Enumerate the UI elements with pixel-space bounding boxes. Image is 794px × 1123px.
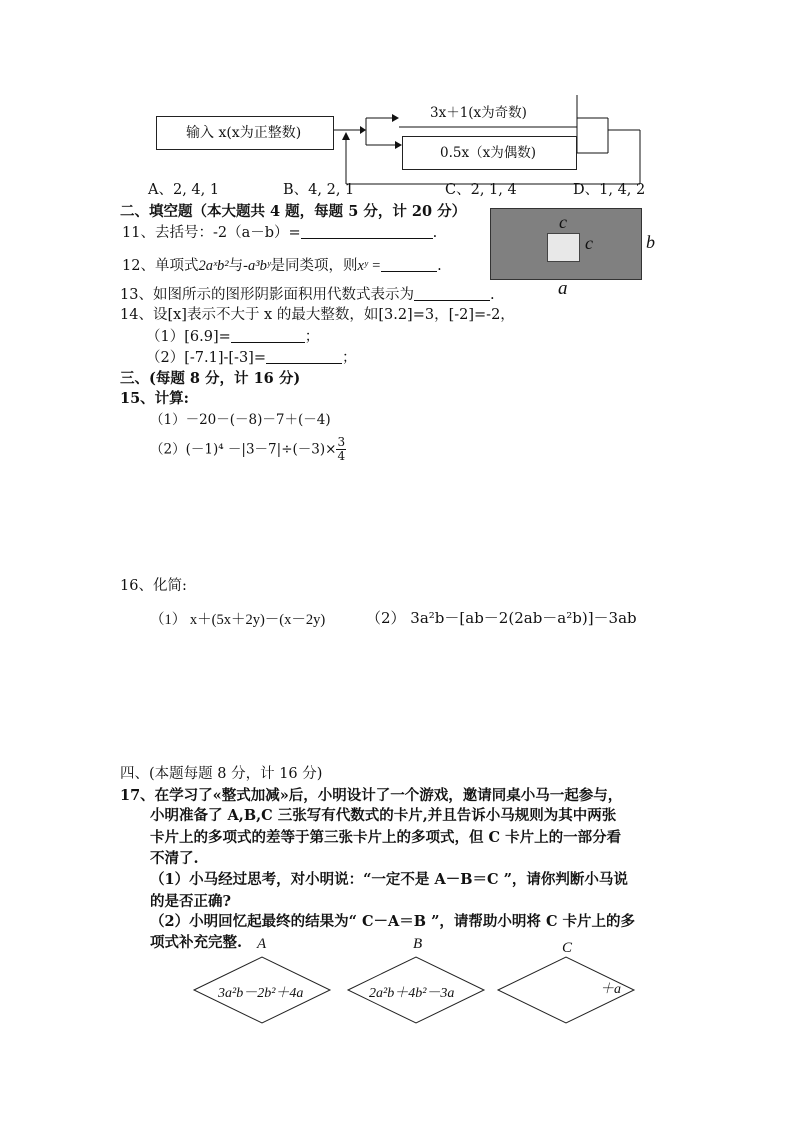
card-a-expr: 3a²b－2b²＋4a bbox=[218, 986, 304, 1001]
q17-2-line1: （2）小明回忆起最终的结果为“ C－A＝B ”，请帮助小明将 C 卡片上的多 bbox=[150, 913, 636, 930]
section4-heading: 四、(本题每题 8 分，计 16 分) bbox=[120, 766, 323, 782]
q12-term1: 2aˣb² bbox=[198, 258, 229, 274]
fraction-numerator: 3 bbox=[337, 435, 346, 449]
q11: 11、去括号：-2（a－b）= . bbox=[122, 225, 438, 241]
option-c: C、2, 1, 4 bbox=[445, 182, 517, 198]
input-label: 输入 x(x为正整数) bbox=[186, 125, 302, 141]
q12-expr: xʸ = bbox=[357, 258, 382, 274]
section2-heading: 二、填空题（本大题共 4 题，每题 5 分，计 20 分） bbox=[120, 203, 467, 220]
section3-heading: 三、(每题 8 分，计 16 分) bbox=[120, 370, 301, 387]
even-branch-label: 0.5x（x为偶数) bbox=[440, 145, 536, 161]
card-c-label: C bbox=[562, 940, 573, 956]
q15-1: （1）－20－(－8)－7＋(－4) bbox=[150, 412, 331, 428]
odd-branch-label: 3x＋1(x为奇数) bbox=[430, 105, 527, 121]
q17-line2: 小明准备了 A,B,C 三张写有代数式的卡片,并且告诉小马规则为其中两张 bbox=[150, 807, 617, 824]
q16-2: （2） 3a²b－[ab－2(2ab－a²b)]－3ab bbox=[366, 609, 637, 627]
figure-label-b: b bbox=[646, 232, 655, 252]
figure-label-c-top: c bbox=[559, 212, 567, 232]
q17-line1: 17、在学习了«整式加减»后，小明设计了一个游戏，邀请同桌小马一起参与， bbox=[120, 787, 623, 804]
option-a: A、2, 4, 1 bbox=[148, 182, 220, 198]
q14-2-text: （2）[-7.1]-[-3]= bbox=[146, 350, 266, 366]
q15-2-expr: （2）(－1)⁴ －|3－7|÷(－3)× bbox=[150, 441, 337, 458]
card-a-label: A bbox=[257, 936, 267, 952]
fraction-denominator: 4 bbox=[337, 449, 346, 463]
q12: 12、单项式2aˣb²与-a³bʸ是同类项，则xʸ = . bbox=[122, 258, 442, 274]
q17-line4: 不清了. bbox=[150, 850, 199, 867]
q14-1: （1）[6.9]= ； bbox=[146, 329, 320, 345]
q13-text: 13、如图所示的图形阴影面积用代数式表示为 bbox=[120, 287, 414, 303]
card-c-expr: ＋a bbox=[600, 982, 621, 997]
q12-term2: -a³bʸ bbox=[243, 258, 271, 274]
q14: 14、设[x]表示不大于 x 的最大整数，如[3.2]=3，[-2]=-2， bbox=[120, 307, 515, 323]
q17-1-line1: （1）小马经过思考，对小明说：“一定不是 A－B＝C ”，请你判断小马说 bbox=[150, 871, 628, 888]
card-b-label: B bbox=[413, 936, 423, 952]
q17-1-line2: 的是否正确? bbox=[150, 893, 231, 910]
figure-label-a: a bbox=[558, 278, 568, 299]
q12-suffix: 是同类项，则 bbox=[270, 258, 358, 274]
q11-text: 11、去括号：-2（a－b）= bbox=[122, 225, 301, 241]
q14-2: （2）[-7.1]-[-3]= ； bbox=[146, 350, 357, 366]
q16-1: （1） x＋(5x＋2y)－(x－2y) bbox=[150, 612, 326, 628]
q15: 15、计算: bbox=[120, 390, 190, 407]
q17-2-line2: 项式补充完整. bbox=[150, 934, 243, 951]
q17-line3: 卡片上的多项式的差等于第三张卡片上的多项式，但 C 卡片上的一部分看 bbox=[150, 829, 622, 846]
q12-mid: 与 bbox=[228, 258, 244, 274]
figure-label-c-right: c bbox=[585, 233, 593, 253]
q13: 13、如图所示的图形阴影面积用代数式表示为 . bbox=[120, 287, 495, 303]
q16: 16、化简: bbox=[120, 578, 187, 594]
option-b: B、4, 2, 1 bbox=[283, 182, 355, 198]
card-b-expr: 2a²b＋4b²－3a bbox=[369, 986, 455, 1001]
q12-prefix: 12、单项式 bbox=[122, 258, 199, 274]
option-d: D、1, 4, 2 bbox=[573, 182, 646, 198]
q14-1-text: （1）[6.9]= bbox=[146, 329, 231, 345]
